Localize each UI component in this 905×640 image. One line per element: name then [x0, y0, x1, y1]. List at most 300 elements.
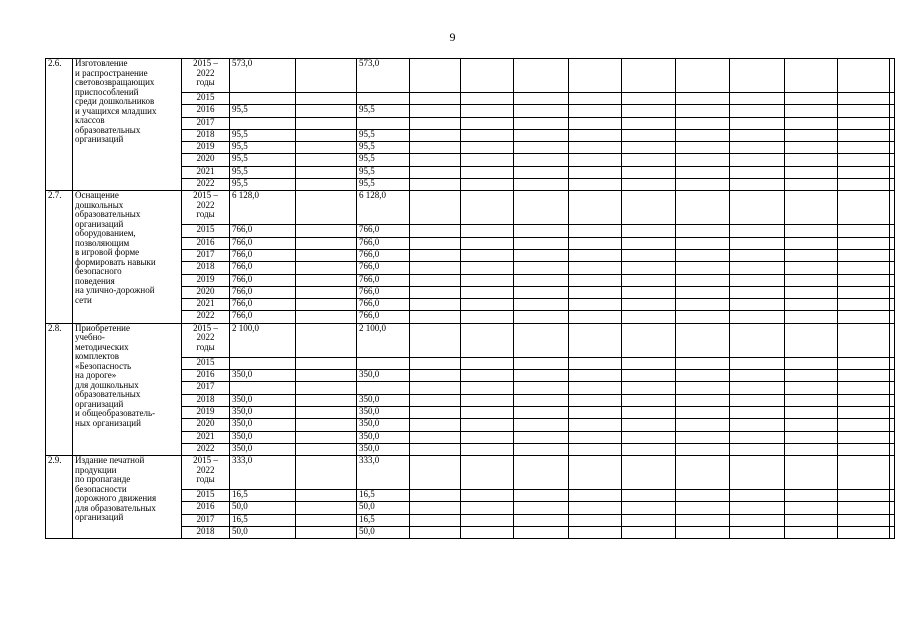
amount-cell: 95,5 [230, 166, 296, 178]
amount-budget-cell: 16,5 [357, 514, 410, 526]
year-cell: 2021 [182, 166, 230, 178]
period-cell: 2015 – 2022 годы [182, 191, 230, 225]
empty-cell [410, 237, 461, 249]
empty-cell [410, 179, 461, 191]
empty-cell [676, 370, 730, 382]
year-cell: 2020 [182, 286, 230, 298]
amount-budget-cell: 350,0 [357, 394, 410, 406]
empty-cell [410, 527, 461, 539]
amount-cell: 95,5 [230, 154, 296, 166]
amount-budget-cell: 766,0 [357, 249, 410, 261]
empty-cell [730, 502, 785, 514]
amount-cell [230, 357, 296, 369]
empty-cell [514, 502, 569, 514]
amount-cell: 16,5 [230, 514, 296, 526]
empty-cell [622, 323, 676, 357]
empty-cell [838, 490, 890, 502]
empty-cell [676, 225, 730, 237]
empty-cell [676, 166, 730, 178]
empty-cell [296, 191, 357, 225]
amount-cell: 50,0 [230, 527, 296, 539]
empty-cell [514, 406, 569, 418]
empty-cell [730, 191, 785, 225]
empty-cell [461, 419, 514, 431]
empty-cell [569, 299, 622, 311]
empty-cell [296, 323, 357, 357]
empty-cell [730, 117, 785, 129]
empty-cell [461, 166, 514, 178]
amount-budget-cell: 766,0 [357, 274, 410, 286]
amount-budget-cell: 350,0 [357, 431, 410, 443]
table-row [46, 59, 895, 93]
empty-cell [730, 456, 785, 490]
amount-cell: 95,5 [230, 105, 296, 117]
empty-cell [461, 59, 514, 93]
empty-cell [890, 249, 895, 261]
empty-cell [622, 237, 676, 249]
empty-cell [622, 93, 676, 105]
empty-cell [676, 286, 730, 298]
empty-cell [622, 382, 676, 394]
amount-cell: 766,0 [230, 225, 296, 237]
empty-cell [569, 129, 622, 141]
empty-cell [622, 154, 676, 166]
empty-cell [410, 154, 461, 166]
section-code: 2.7. [46, 191, 73, 323]
empty-cell [838, 443, 890, 455]
empty-cell [838, 179, 890, 191]
amount-cell: 766,0 [230, 249, 296, 261]
empty-cell [676, 59, 730, 93]
amount-budget-cell: 350,0 [357, 406, 410, 418]
section-name: Изготовление и распространение световозвращающих приспособлений среди дошкольников и учащихся младших классов образовательных организаций [73, 59, 182, 191]
empty-cell [569, 274, 622, 286]
empty-cell [461, 370, 514, 382]
empty-cell [461, 129, 514, 141]
empty-cell [296, 514, 357, 526]
empty-cell [785, 456, 838, 490]
empty-cell [730, 237, 785, 249]
empty-cell [730, 166, 785, 178]
empty-cell [461, 394, 514, 406]
empty-cell [622, 406, 676, 418]
empty-cell [785, 105, 838, 117]
year-cell: 2016 [182, 370, 230, 382]
empty-cell [410, 249, 461, 261]
empty-cell [461, 456, 514, 490]
total-amount: 2 100,0 [230, 323, 296, 357]
amount-cell: 95,5 [230, 129, 296, 141]
empty-cell [569, 394, 622, 406]
empty-cell [838, 191, 890, 225]
empty-cell [296, 443, 357, 455]
empty-cell [785, 382, 838, 394]
table-row [46, 323, 895, 357]
total-amount: 573,0 [230, 59, 296, 93]
empty-cell [730, 431, 785, 443]
empty-cell [296, 129, 357, 141]
empty-cell [785, 274, 838, 286]
empty-cell [410, 514, 461, 526]
empty-cell [890, 323, 895, 357]
empty-cell [461, 357, 514, 369]
empty-cell [890, 166, 895, 178]
empty-cell [785, 262, 838, 274]
empty-cell [569, 323, 622, 357]
empty-cell [676, 117, 730, 129]
amount-budget-cell: 95,5 [357, 129, 410, 141]
empty-cell [296, 286, 357, 298]
empty-cell [410, 443, 461, 455]
empty-cell [410, 117, 461, 129]
empty-cell [890, 382, 895, 394]
empty-cell [676, 237, 730, 249]
empty-cell [296, 419, 357, 431]
empty-cell [676, 93, 730, 105]
empty-cell [890, 286, 895, 298]
empty-cell [514, 527, 569, 539]
empty-cell [890, 274, 895, 286]
empty-cell [569, 237, 622, 249]
empty-cell [622, 59, 676, 93]
empty-cell [730, 179, 785, 191]
empty-cell [890, 117, 895, 129]
empty-cell [461, 237, 514, 249]
empty-cell [622, 262, 676, 274]
empty-cell [514, 225, 569, 237]
empty-cell [296, 166, 357, 178]
empty-cell [785, 237, 838, 249]
empty-cell [296, 370, 357, 382]
amount-cell: 95,5 [230, 179, 296, 191]
empty-cell [730, 105, 785, 117]
empty-cell [514, 394, 569, 406]
empty-cell [410, 490, 461, 502]
empty-cell [622, 370, 676, 382]
empty-cell [461, 117, 514, 129]
amount-cell [230, 93, 296, 105]
empty-cell [622, 502, 676, 514]
year-cell: 2016 [182, 502, 230, 514]
empty-cell [296, 502, 357, 514]
empty-cell [569, 502, 622, 514]
empty-cell [890, 262, 895, 274]
year-cell: 2021 [182, 431, 230, 443]
year-cell: 2017 [182, 249, 230, 261]
amount-cell: 350,0 [230, 394, 296, 406]
empty-cell [785, 394, 838, 406]
empty-cell [730, 154, 785, 166]
empty-cell [410, 93, 461, 105]
empty-cell [410, 357, 461, 369]
empty-cell [838, 286, 890, 298]
empty-cell [296, 262, 357, 274]
amount-budget-cell [357, 382, 410, 394]
amount-budget-cell: 766,0 [357, 311, 410, 323]
empty-cell [890, 394, 895, 406]
empty-cell [838, 129, 890, 141]
empty-cell [569, 179, 622, 191]
empty-cell [296, 299, 357, 311]
empty-cell [622, 142, 676, 154]
empty-cell [785, 166, 838, 178]
amount-budget-cell: 95,5 [357, 179, 410, 191]
empty-cell [890, 527, 895, 539]
empty-cell [676, 419, 730, 431]
section-name: Оснащение дошкольных образовательных организаций оборудованием, позволяющим в игровой форме формировать навыки безопасного поведения на улично-дорожной сети [73, 191, 182, 323]
period-cell: 2015 – 2022 годы [182, 59, 230, 93]
empty-cell [890, 191, 895, 225]
amount-cell: 766,0 [230, 299, 296, 311]
amount-budget-cell: 95,5 [357, 166, 410, 178]
empty-cell [676, 311, 730, 323]
empty-cell [296, 59, 357, 93]
empty-cell [890, 419, 895, 431]
empty-cell [838, 59, 890, 93]
empty-cell [785, 129, 838, 141]
empty-cell [890, 237, 895, 249]
empty-cell [676, 105, 730, 117]
empty-cell [838, 274, 890, 286]
empty-cell [622, 129, 676, 141]
empty-cell [730, 299, 785, 311]
period-cell: 2015 – 2022 годы [182, 456, 230, 490]
empty-cell [890, 179, 895, 191]
empty-cell [569, 443, 622, 455]
empty-cell [296, 527, 357, 539]
section-code: 2.6. [46, 59, 73, 191]
empty-cell [410, 323, 461, 357]
amount-cell [230, 382, 296, 394]
empty-cell [730, 129, 785, 141]
amount-cell: 16,5 [230, 490, 296, 502]
empty-cell [730, 419, 785, 431]
year-cell: 2018 [182, 394, 230, 406]
empty-cell [514, 166, 569, 178]
empty-cell [461, 262, 514, 274]
empty-cell [676, 406, 730, 418]
empty-cell [622, 311, 676, 323]
empty-cell [785, 225, 838, 237]
empty-cell [410, 431, 461, 443]
empty-cell [622, 527, 676, 539]
empty-cell [622, 490, 676, 502]
empty-cell [676, 323, 730, 357]
empty-cell [838, 502, 890, 514]
empty-cell [890, 456, 895, 490]
empty-cell [569, 154, 622, 166]
empty-cell [890, 370, 895, 382]
empty-cell [622, 431, 676, 443]
empty-cell [461, 431, 514, 443]
empty-cell [890, 93, 895, 105]
empty-cell [838, 299, 890, 311]
empty-cell [569, 514, 622, 526]
empty-cell [569, 166, 622, 178]
empty-cell [622, 286, 676, 298]
empty-cell [514, 93, 569, 105]
empty-cell [730, 357, 785, 369]
empty-cell [676, 443, 730, 455]
empty-cell [296, 406, 357, 418]
total-amount-budget: 333,0 [357, 456, 410, 490]
empty-cell [296, 394, 357, 406]
empty-cell [785, 502, 838, 514]
empty-cell [676, 274, 730, 286]
empty-cell [730, 274, 785, 286]
empty-cell [514, 105, 569, 117]
empty-cell [838, 142, 890, 154]
empty-cell [461, 490, 514, 502]
empty-cell [890, 431, 895, 443]
amount-budget-cell: 95,5 [357, 142, 410, 154]
empty-cell [785, 142, 838, 154]
empty-cell [785, 323, 838, 357]
empty-cell [785, 179, 838, 191]
empty-cell [514, 286, 569, 298]
empty-cell [785, 443, 838, 455]
year-cell: 2018 [182, 262, 230, 274]
empty-cell [838, 382, 890, 394]
empty-cell [410, 502, 461, 514]
empty-cell [410, 191, 461, 225]
empty-cell [461, 105, 514, 117]
amount-budget-cell [357, 357, 410, 369]
empty-cell [514, 154, 569, 166]
total-amount: 333,0 [230, 456, 296, 490]
year-cell: 2018 [182, 129, 230, 141]
empty-cell [622, 105, 676, 117]
empty-cell [514, 323, 569, 357]
empty-cell [676, 527, 730, 539]
section-code: 2.8. [46, 323, 73, 455]
amount-cell [230, 117, 296, 129]
empty-cell [890, 311, 895, 323]
empty-cell [514, 117, 569, 129]
empty-cell [296, 154, 357, 166]
amount-cell: 766,0 [230, 262, 296, 274]
year-cell: 2019 [182, 142, 230, 154]
year-cell: 2016 [182, 237, 230, 249]
amount-budget-cell: 766,0 [357, 237, 410, 249]
empty-cell [622, 179, 676, 191]
empty-cell [730, 406, 785, 418]
empty-cell [622, 299, 676, 311]
year-cell: 2015 [182, 490, 230, 502]
empty-cell [676, 154, 730, 166]
empty-cell [514, 179, 569, 191]
empty-cell [296, 249, 357, 261]
empty-cell [461, 225, 514, 237]
empty-cell [514, 262, 569, 274]
empty-cell [569, 431, 622, 443]
empty-cell [676, 490, 730, 502]
empty-cell [514, 456, 569, 490]
empty-cell [569, 59, 622, 93]
empty-cell [676, 191, 730, 225]
empty-cell [785, 490, 838, 502]
amount-budget-cell: 766,0 [357, 299, 410, 311]
empty-cell [730, 323, 785, 357]
empty-cell [296, 431, 357, 443]
empty-cell [410, 225, 461, 237]
year-cell: 2022 [182, 311, 230, 323]
empty-cell [569, 357, 622, 369]
empty-cell [622, 456, 676, 490]
empty-cell [838, 225, 890, 237]
amount-budget-cell: 350,0 [357, 419, 410, 431]
empty-cell [569, 93, 622, 105]
empty-cell [569, 262, 622, 274]
empty-cell [461, 311, 514, 323]
empty-cell [569, 142, 622, 154]
empty-cell [838, 262, 890, 274]
empty-cell [569, 527, 622, 539]
empty-cell [622, 249, 676, 261]
empty-cell [838, 370, 890, 382]
section-code: 2.9. [46, 456, 73, 539]
empty-cell [514, 59, 569, 93]
year-cell: 2020 [182, 419, 230, 431]
empty-cell [890, 129, 895, 141]
budget-table [45, 58, 895, 539]
section-name: Приобретение учебно- методических комплектов «Безопасность на дороге» для дошкольных образовательных организаций и общеобразователь- ных организаций [73, 323, 182, 455]
empty-cell [838, 105, 890, 117]
year-cell: 2022 [182, 179, 230, 191]
empty-cell [410, 166, 461, 178]
empty-cell [676, 299, 730, 311]
empty-cell [676, 502, 730, 514]
empty-cell [461, 249, 514, 261]
empty-cell [569, 117, 622, 129]
empty-cell [890, 299, 895, 311]
empty-cell [676, 394, 730, 406]
empty-cell [676, 431, 730, 443]
empty-cell [514, 142, 569, 154]
empty-cell [514, 514, 569, 526]
amount-budget-cell: 95,5 [357, 105, 410, 117]
empty-cell [461, 443, 514, 455]
empty-cell [838, 406, 890, 418]
empty-cell [514, 311, 569, 323]
empty-cell [410, 456, 461, 490]
year-cell: 2017 [182, 117, 230, 129]
empty-cell [514, 237, 569, 249]
empty-cell [461, 406, 514, 418]
amount-cell: 766,0 [230, 286, 296, 298]
amount-cell: 350,0 [230, 406, 296, 418]
empty-cell [410, 406, 461, 418]
empty-cell [410, 274, 461, 286]
empty-cell [410, 262, 461, 274]
empty-cell [785, 357, 838, 369]
amount-budget-cell: 50,0 [357, 502, 410, 514]
empty-cell [410, 129, 461, 141]
empty-cell [730, 59, 785, 93]
empty-cell [730, 527, 785, 539]
table-row [46, 456, 895, 490]
empty-cell [676, 142, 730, 154]
empty-cell [730, 286, 785, 298]
empty-cell [514, 249, 569, 261]
empty-cell [676, 456, 730, 490]
empty-cell [730, 93, 785, 105]
empty-cell [514, 191, 569, 225]
empty-cell [461, 179, 514, 191]
empty-cell [569, 286, 622, 298]
empty-cell [785, 370, 838, 382]
empty-cell [890, 357, 895, 369]
